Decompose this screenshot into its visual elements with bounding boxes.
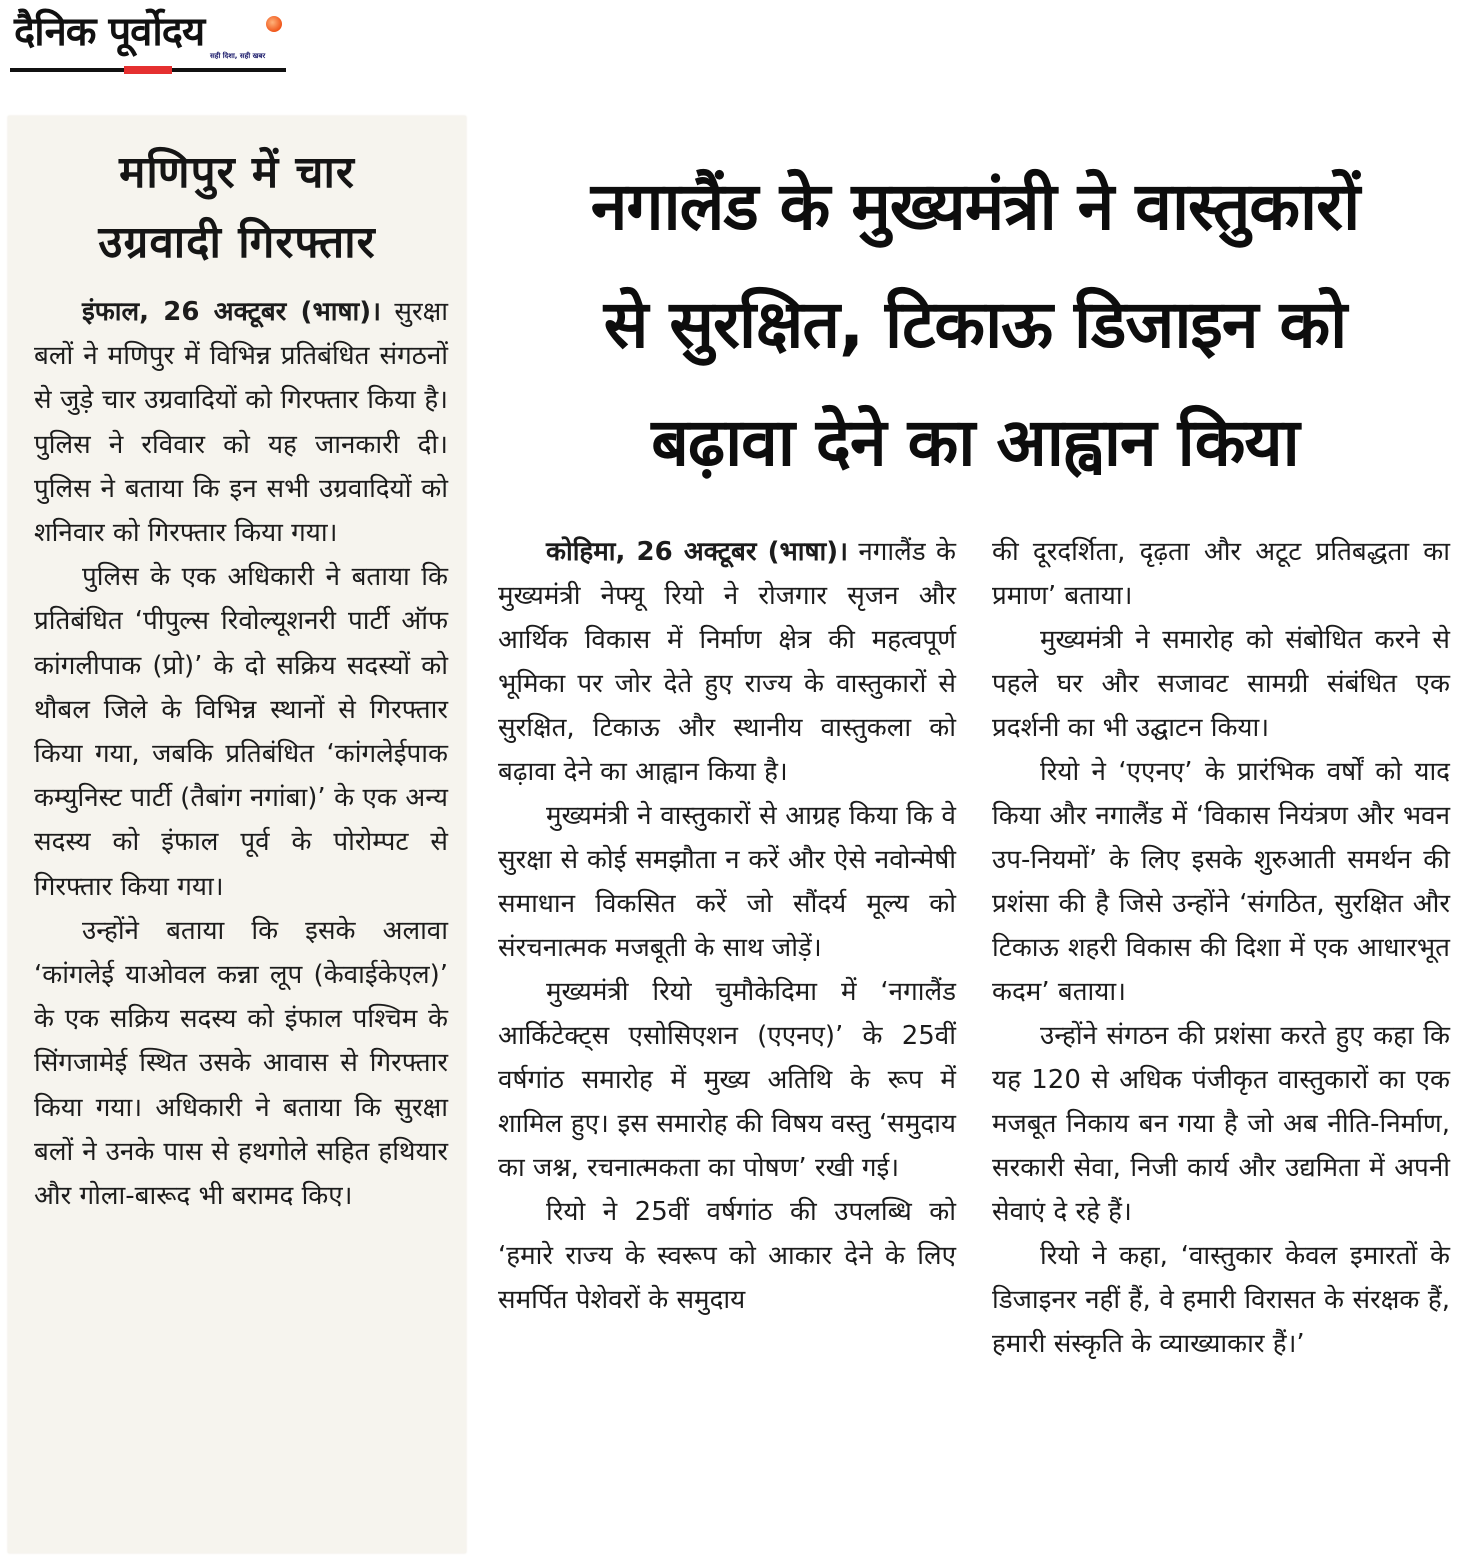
main-headline [500,148,1450,502]
newspaper-logo: दैनिक पूर्वोदय [14,9,205,55]
sidebar-headline-line: उग्रवादी गिरफ्तार [98,217,376,268]
paragraph: रियो ने ‘एएनए’ के प्रारंभिक वर्षों को याद किया और नगालैंड में ‘विकास नियंत्रण और भवन उप-नियमों’ के लिए इसके शुरुआती समर्थन की प्रशंसा की है जिसे उन्होंने ‘संगठित, सुरक्षित और टिकाऊ शहरी विकास की दिशा में एक आधारभूत कदम’ बताया। [992,757,1450,1007]
masthead-red-tag [124,66,172,74]
sun-dot-icon [266,16,282,32]
main-headline-line: नगालैंड के मुख्यमंत्री ने वास्तुकारों [590,168,1360,245]
dateline: कोहिमा, 26 अक्टूबर (भाषा)। [546,537,848,567]
main-article-column-2 [992,530,1450,1366]
paragraph-text: नगालैंड के मुख्यमंत्री नेफ्यू रियो ने रोजगार सृजन और आर्थिक विकास में निर्माण क्षेत्र की महत्वपूर्ण भूमिका पर जोर देते हुए राज्य के वास्तुकारों से सुरक्षित, टिकाऊ और स्थानीय वास्तुकला को बढ़ावा देने का आह्वान किया है। [498,537,957,787]
paragraph: रियो ने कहा, ‘वास्तुकार केवल इमारतों के डिजाइनर नहीं हैं, वे हमारी विरासत के संरक्षक हैं, हमारी संस्कृति के व्याख्याकार हैं।’ [992,1241,1450,1359]
main-headline-line: से सुरक्षित, टिकाऊ डिजाइन को [603,286,1347,363]
sidebar-headline-line: मणिपुर में चार [119,147,355,198]
sidebar-headline [8,138,466,278]
sidebar-body [34,290,448,1218]
paragraph: उन्होंने संगठन की प्रशंसा करते हुए कहा कि यह 120 से अधिक पंजीकृत वास्तुकारों का एक मजबूत निकाय बन गया है जो अब नीति-निर्माण, सरकारी सेवा, निजी कार्य और उद्यमिता में अपनी सेवाएं दे रहे हैं। [992,1021,1450,1227]
dateline: इंफाल, 26 अक्टूबर (भाषा)। [82,297,381,327]
paragraph [498,530,956,794]
paragraph: पुलिस के एक अधिकारी ने बताया कि प्रतिबंधित ‘पीपुल्स रिवोल्यूशनरी पार्टी ऑफ कांगलीपाक (प्रो)’ के दो सक्रिय सदस्यों को थौबल जिले के विभिन्न स्थानों से गिरफ्तार किया गया, जबकि प्रतिबंधित ‘कांगलेईपाक कम्युनिस्ट पार्टी (तैबांग नगांबा)’ के एक अन्य सदस्य को इंफाल पूर्व के पोरोम्पट से गिरफ्तार किया गया। [34,562,448,902]
tagline: सही दिशा, सही खबर [210,52,266,60]
paragraph: रियो ने 25वीं वर्षगांठ की उपलब्धि को ‘हमारे राज्य के स्वरूप को आकार देने के लिए समर्पित पेशेवरों के समुदाय [498,1197,956,1315]
masthead [10,8,286,72]
main-article-column-1 [498,530,956,1322]
paragraph: मुख्यमंत्री ने वास्तुकारों से आग्रह किया कि वे सुरक्षा से कोई समझौता न करें और ऐसे नवोन्मेषी समाधान विकसित करें जो सौंदर्य मूल्य को संरचनात्मक मजबूती के साथ जोड़ें। [498,801,956,963]
paragraph: मुख्यमंत्री रियो चुमौकेदिमा में ‘नगालैंड आर्किटेक्ट्स एसोसिएशन (एएनए)’ के 25वीं वर्षगांठ समारोह में मुख्य अतिथि के रूप में शामिल हुए। इस समारोह की विषय वस्तु ‘समुदाय का जश्न, रचनात्मकता का पोषण’ रखी गई। [498,977,956,1183]
main-headline-line: बढ़ावा देने का आह्वान किया [651,404,1299,481]
paragraph: मुख्यमंत्री ने समारोह को संबोधित करने से पहले घर और सजावट सामग्री संबंधित एक प्रदर्शनी का भी उद्घाटन किया। [992,625,1450,743]
sidebar-article [8,116,466,1553]
paragraph-text: सुरक्षा बलों ने मणिपुर में विभिन्न प्रतिबंधित संगठनों से जुड़े चार उग्रवादियों को गिरफ्तार किया है। पुलिस ने रविवार को यह जानकारी दी। पुलिस ने बताया कि इन सभी उग्रवादियों को शनिवार को गिरफ्तार किया गया। [34,297,448,549]
paragraph: की दूरदर्शिता, दृढ़ता और अटूट प्रतिबद्धता का प्रमाण’ बताया। [992,537,1450,611]
paragraph: उन्होंने बताया कि इसके अलावा ‘कांगलेई याओवल कन्ना लूप (केवाईकेएल)’ के एक सक्रिय सदस्य को इंफाल पश्चिम के सिंगजामेई स्थित उसके आवास से गिरफ्तार किया गया। अधिकारी ने बताया कि सुरक्षा बलों ने उनके पास से हथगोले सहित हथियार और गोला-बारूद भी बरामद किए। [34,915,448,1212]
paragraph [34,290,448,555]
